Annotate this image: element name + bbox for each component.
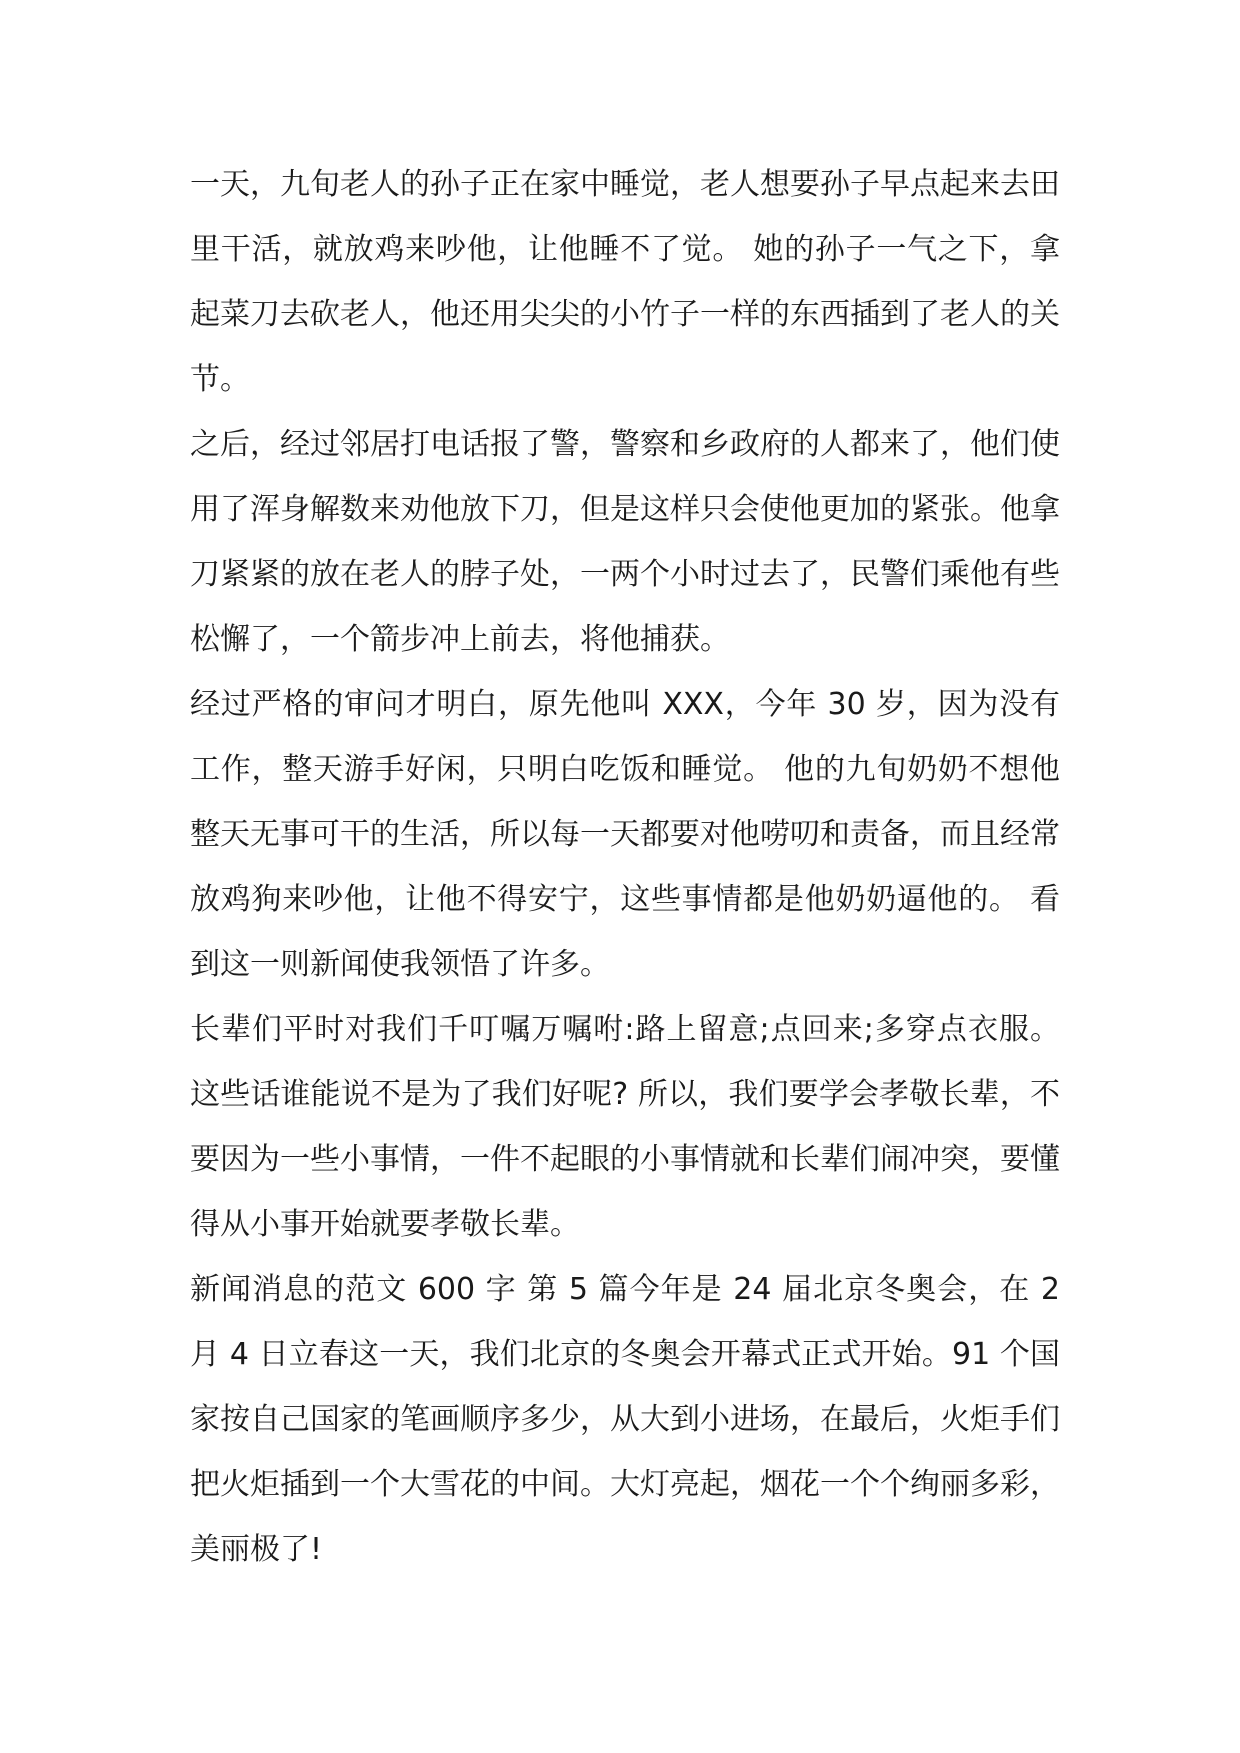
paragraph-police-arrival: 之后，经过邻居打电话报了警，警察和乡政府的人都来了，他们使用了浑身解数来劝他放下刀，但是这样只会使他更加的紧张。他拿刀紧紧的放在老人的脖子处，一两个小时过去了，民警们乘他有些松懈了，一个箭步冲上前去，将他捕获。 [190,427,1060,657]
paragraph-interrogation: 经过严格的审问才明白，原先他叫 XXX，今年 30 岁，因为没有工作，整天游手好闲，只明白吃饭和睡觉。 他的九旬奶奶不想他整天无事可干的生活，所以每一天都要对他唠叨和责备，而且经常放鸡狗来吵他，让他不得安宁，这些事情都是他奶奶逼他的。 看到这一则新闻使我领悟了许多。 [190,687,1060,982]
paragraph-grandson-incident: 一天，九旬老人的孙子正在家中睡觉，老人想要孙子早点起来去田里干活，就放鸡来吵他，让他睡不了觉。 她的孙子一气之下，拿起菜刀去砍老人，他还用尖尖的小竹子一样的东西插到了老人的关节。 [190,167,1060,397]
paragraph-respect-elders: 长辈们平时对我们千叮嘱万嘱咐:路上留意;点回来;多穿点衣服。这些话谁能说不是为了我们好呢? 所以，我们要学会孝敬长辈，不要因为一些小事情，一件不起眼的小事情就和长辈们闹冲突，要懂得从小事开始就要孝敬长辈。 [190,1012,1060,1242]
paragraph-winter-olympics: 新闻消息的范文 600 字 第 5 篇今年是 24 届北京冬奥会，在 2 月 4 日立春这一天，我们北京的冬奥会开幕式正式开始。91 个国家按自己国家的笔画顺序多少，从大到小进场，在最后，火炬手们把火炬插到一个大雪花的中间。大灯亮起，烟花一个个绚丽多彩，美丽极了! [190,1272,1060,1567]
document-body [190,152,1060,1582]
